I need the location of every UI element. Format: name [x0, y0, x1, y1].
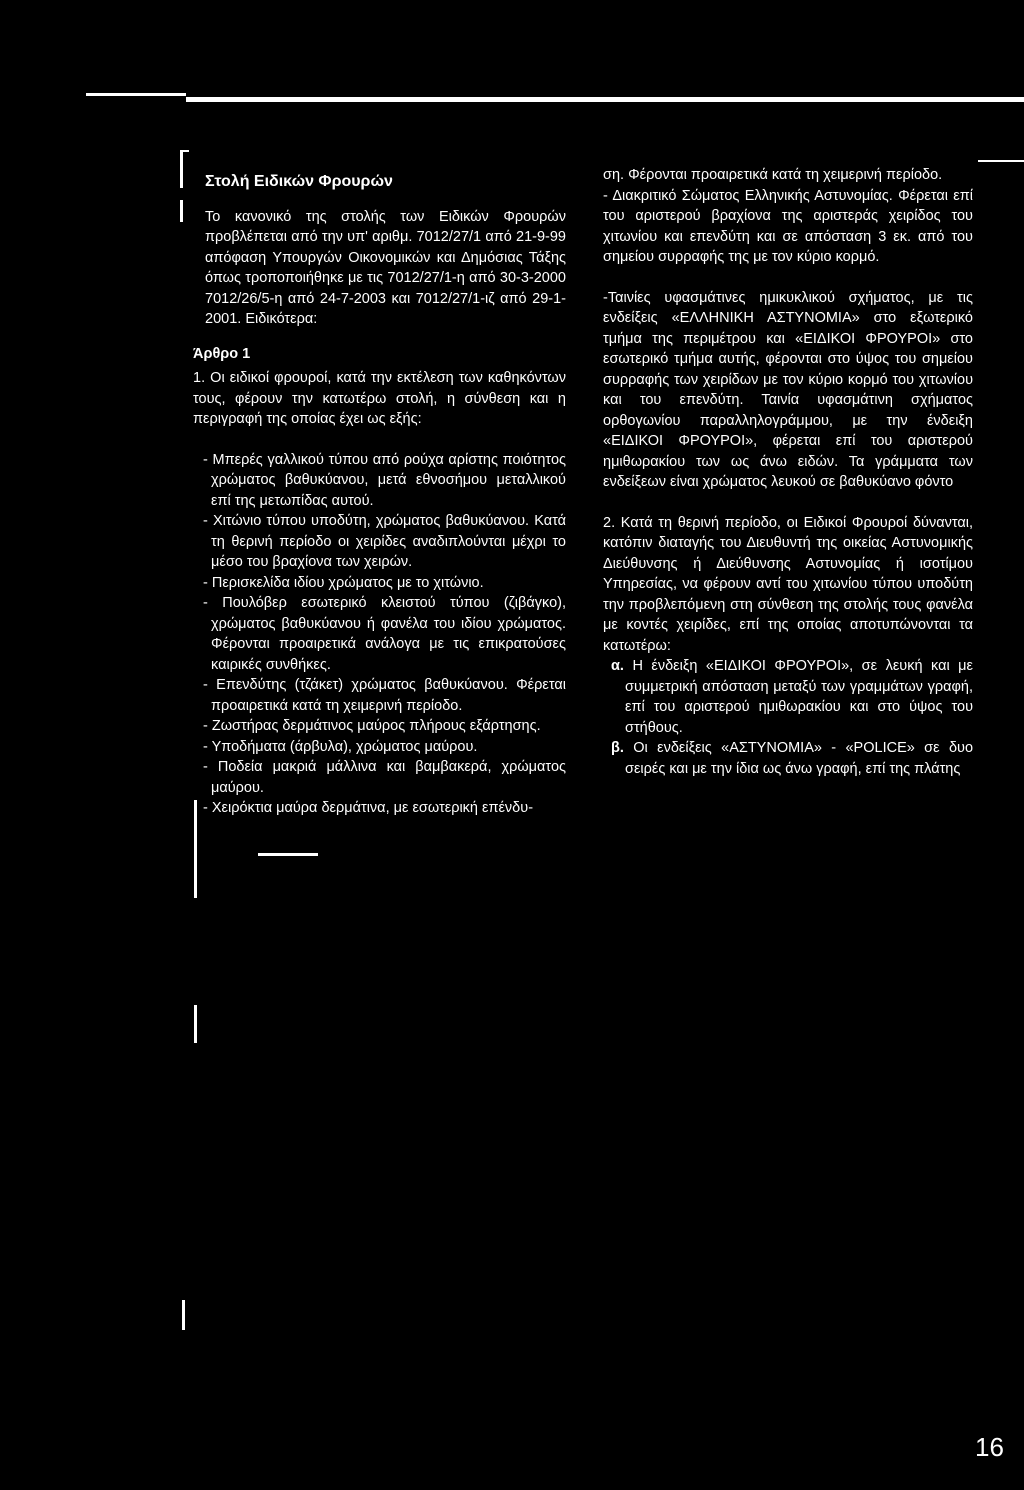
list-item: - Χιτώνιο τύπου υποδύτη, χρώματος βαθυκύανου. Κατά τη θερινή περίοδο οι χειρίδες αναδιπλούνται μέχρι το μέσο του βραχίονα των χειρών.: [203, 513, 566, 570]
list-item: - Επενδύτης (τζάκετ) χρώματος βαθυκύανου. Φέρεται προαιρετικά κατά τη χειμερινή περίοδο.: [203, 677, 566, 714]
top-rule-short: [86, 93, 186, 96]
left-border-bottom: [194, 1005, 197, 1043]
right-top-rule: [978, 160, 1024, 162]
list-item: - Διακριτικό Σώματος Ελληνικής Αστυνομίας. Φέρεται επί του αριστερού βραχίονα της αριστεράς χειρίδος του χιτωνίου και επενδύτη και σε απόσταση 3 εκ. από του σημείου συρραφής της με τον κύριο κορμό.: [603, 187, 973, 265]
list-item: - Ποδεία μακριά μάλλινα και βαμβακερά, χρώματος μαύρου.: [203, 759, 566, 796]
list-item: - Ζωστήρας δερμάτινος μαύρος πλήρους εξάρτησης.: [203, 718, 541, 734]
sub-item-a: [603, 656, 973, 738]
left-border-foot: [182, 1300, 185, 1330]
list-item: - Χειρόκτια μαύρα δερμάτινα, με εσωτερική επένδυ-: [203, 800, 534, 816]
list-item: - Μπερές γαλλικού τύπου από ρούχα αρίστης ποιότητος χρώματος βαθυκύανου, μετά εθνοσήμου μεταλλικού επί της μετωπίδας αυτού.: [203, 451, 566, 509]
list-item: - Πουλόβερ εσωτερικό κλειστού τύπου (ζιβάγκο), χρώματος βαθυκύανου ή φανέλα του ιδίου χρώματος. Φέρονται προαιρετικά ανάλογα με τις επικρατούσες καιρικές συνθήκες.: [203, 595, 566, 673]
sub-item-b: [603, 738, 973, 779]
list-item: - Υποδήματα (άρβυλα), χρώματος μαύρου.: [203, 738, 478, 755]
article-heading: Άρθρο 1: [193, 345, 251, 362]
left-column: [193, 172, 566, 819]
paragraph-1: 1. Οι ειδικοί φρουροί, κατά την εκτέλεση των καθηκόντων τους, φέρουν την κατωτέρω στολή, η σύνθεση και η περιγραφή της οποίας έχει ως εξής:: [193, 370, 566, 427]
page-title: Στολή Ειδικών Φρουρών: [205, 173, 393, 190]
intro-paragraph: Το κανονικό της στολής των Ειδικών Φρουρών προβλέπεται από την υπ' αριθμ. 7012/27/1 από 21-9-99 απόφαση Υπουργών Οικονομικών και Δημόσιας Τάξης όπως τροποποιήθηκε με τις 7012/27/1-η από 30-3-2000 7012/26/5-η από 24-7-2003 και 7012/27/1-ιζ από 29-1-2001. Ειδικότερα:: [205, 208, 566, 327]
sub-item-b-label: β.: [611, 740, 624, 756]
decorative-dash: [258, 853, 318, 856]
sub-item-a-text: Η ένδειξη «ΕΙΔΙΚΟΙ ΦΡΟΥΡΟΙ», σε λευκή και με συμμετρική απόσταση μεταξύ των γραμμάτων γραφή, επί του αριστερού ημιθωρακίου και στο ύψος του στήθους.: [625, 658, 973, 736]
sub-item-a-label: α.: [611, 658, 624, 674]
list-item: - Περισκελίδα ιδίου χρώματος με το χιτώνιο.: [203, 574, 484, 591]
frame-top-rule: [183, 150, 189, 152]
continued-text: ση. Φέρονται προαιρετικά κατά τη χειμερινή περίοδο.: [603, 167, 943, 183]
sub-item-b-text: Οι ενδείξεις «ΑΣΤΥΝΟΜΙΑ» - «POLICE» σε δυο σειρές και με την ίδια ως άνω γραφή, επί της πλάτης: [625, 740, 974, 777]
right-column: [603, 165, 973, 779]
list-item: -Ταινίες υφασμάτινες ημικυκλικού σχήματος, με τις ενδείξεις «ΕΛΛΗΝΙΚΗ ΑΣΤΥΝΟΜΙΑ» στο εξωτερικό τμήμα της περιμέτρου και «ΕΙΔΙΚΟΙ ΦΡΟΥΡΟΙ» στο εσωτερικό τμήμα αυτής, φέρονται στο ύψος του σημείου συρραφής των χειρίδων με τον κύριο κορμό του χιτωνίου και του επενδύτη. Ταινία υφασμάτινη σχήματος ορθογωνίου παραλληλογράμμου, με την ένδειξη «ΕΙΔΙΚΟΙ ΦΡΟΥΡΟΙ», φέρεται επί του αριστερού ημιθωρακίου των ως άνω ειδών. Τα γράμματα των ενδείξεων είναι χρώματος λευκού σε βαθυκύανο φόντο: [603, 289, 973, 490]
left-border-top: [180, 150, 183, 188]
page-number: 16: [975, 1432, 1004, 1462]
top-rule: [186, 97, 1024, 102]
paragraph-2: 2. Κατά τη θερινή περίοδο, οι Ειδικοί Φρουροί δύνανται, κατόπιν διαταγής του Διευθυντή της οικείας Αστυνομικής Διεύθυνσης ή Διεύθυνσης Αστυνομίας ή ισοτίμου Υπηρεσίας, να φέρουν αντί του χιτωνίου τύπου υποδύτη την προβλεπόμενη στη σύνθεση της στολής τους φανέλα με κοντές χειρίδες, επί της οποίας αποτυπώνονται τα κατωτέρω:: [603, 514, 973, 654]
left-border-mid: [180, 200, 183, 222]
